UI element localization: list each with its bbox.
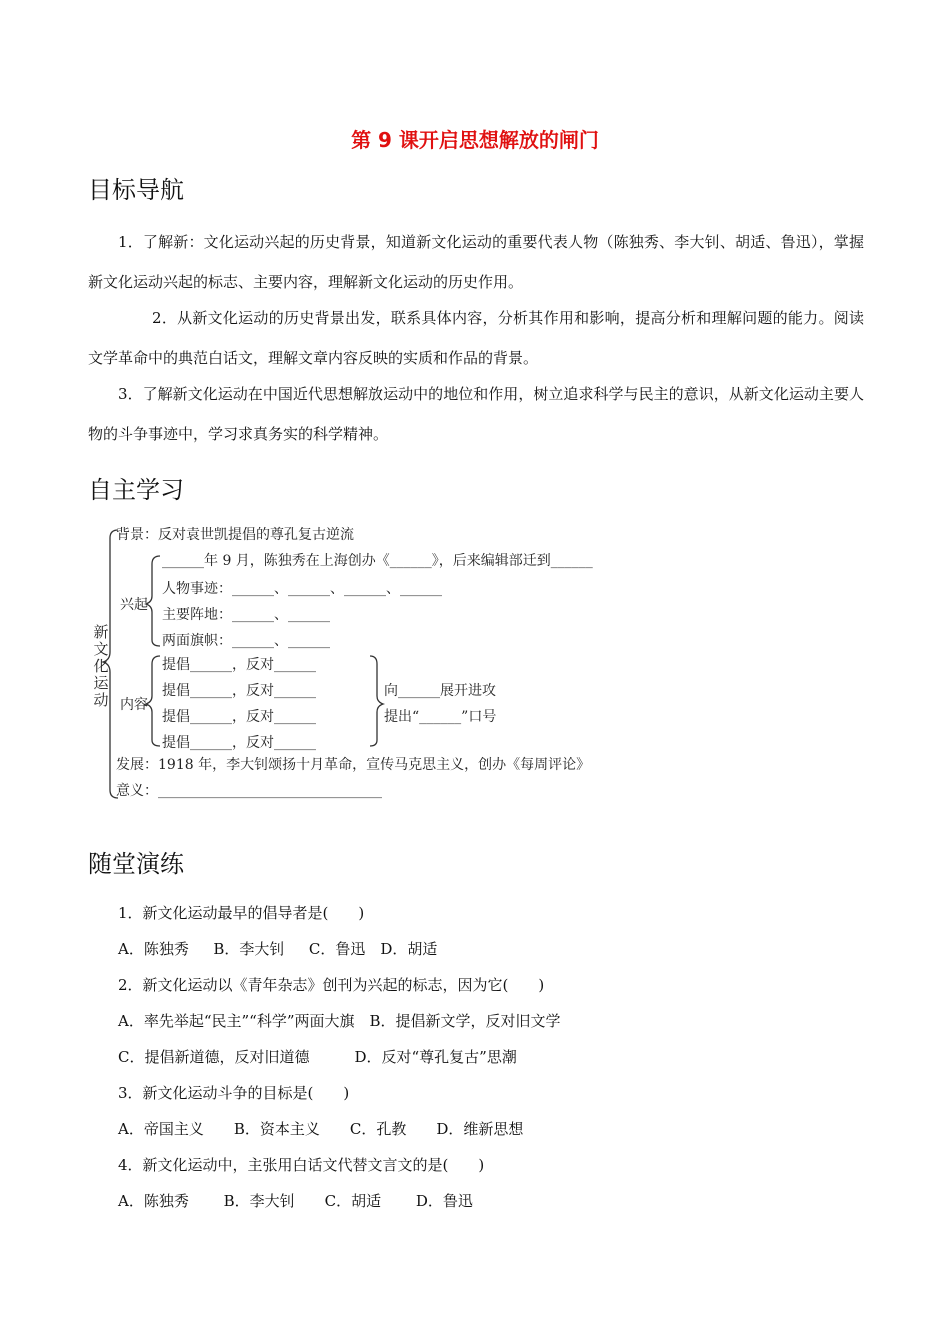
question-4-stem: 4．新文化运动中，主张用白话文代替文言文的是( ): [118, 1156, 485, 1174]
section-goals-heading: 目标导航: [88, 176, 184, 204]
diagram-content-right-1: 向______展开进攻: [384, 683, 496, 699]
diagram-rise-line-3: 主要阵地：______、______: [162, 607, 330, 623]
goal-item-3: 3．了解新文化运动在中国近代思想解放运动中的地位和作用，树立追求科学与民主的意识，从新文化运动主要人物的斗争事迹中，学习求真务实的科学精神。: [88, 385, 864, 443]
question-1-options: A．陈独秀 B．李大钊 C．鲁迅 D．胡适: [118, 940, 438, 958]
diagram-root-label: 新文化运动: [93, 623, 109, 709]
diagram-background: 背景：反对袁世凯提倡的尊孔复古逆流: [116, 527, 354, 543]
diagram-content-row-1: 提倡______，反对______: [162, 657, 316, 673]
diagram-rise-line-1: ______年 9 月，陈独秀在上海创办《______》，后来编辑部迁到______: [162, 553, 593, 569]
diagram-content-row-3: 提倡______，反对______: [162, 709, 316, 725]
question-3-options: A．帝国主义 B．资本主义 C．孔教 D．维新思想: [118, 1120, 524, 1138]
diagram-rise-line-2: 人物事迹：______、______、______、______: [162, 581, 442, 597]
diagram-content-row-4: 提倡______，反对______: [162, 735, 316, 751]
goal-item-1: 1．了解新：文化运动兴起的历史背景，知道新文化运动的重要代表人物（陈独秀、李大钊、胡适、鲁迅），掌握新文化运动兴起的标志、主要内容，理解新文化运动的历史作用。: [88, 233, 864, 291]
page-title: 第 9 课开启思想解放的闸门: [351, 128, 599, 152]
diagram-development: 发展：1918 年，李大钊颂扬十月革命，宣传马克思主义，创办《每周评论》: [116, 757, 591, 773]
diagram-content-right-2: 提出“______”口号: [384, 709, 497, 725]
section-practice-heading: 随堂演练: [88, 850, 184, 878]
question-4-options: A．陈独秀 B．李大钊 C．胡适 D．鲁迅: [118, 1192, 473, 1210]
diagram-rise-label: 兴起: [120, 597, 148, 613]
diagram-rise-line-4: 两面旗帜：______、______: [162, 633, 330, 649]
diagram-content-row-2: 提倡______，反对______: [162, 683, 316, 699]
question-2-options-continued: C．提倡新道德，反对旧道德 D．反对“尊孔复古”思潮: [118, 1048, 517, 1066]
question-2-options: A．率先举起“民主”“科学”两面大旗 B．提倡新文学，反对旧文学: [118, 1012, 561, 1030]
question-2-stem: 2．新文化运动以《青年杂志》创刊为兴起的标志，因为它( ): [118, 976, 545, 994]
goal-item-2: 2．从新文化运动的历史背景出发，联系具体内容，分析其作用和影响，提高分析和理解问题的能力。阅读文学革命中的典范白话文，理解文章内容反映的实质和作品的背景。: [88, 309, 864, 367]
diagram-content-label: 内容: [120, 697, 148, 713]
question-3-stem: 3．新文化运动斗争的目标是( ): [118, 1084, 350, 1102]
section-self-study-heading: 自主学习: [88, 476, 184, 504]
knowledge-outline-diagram: [90, 522, 690, 812]
diagram-significance: 意义：________________________________: [116, 783, 382, 799]
question-1-stem: 1．新文化运动最早的倡导者是( ): [118, 904, 365, 922]
